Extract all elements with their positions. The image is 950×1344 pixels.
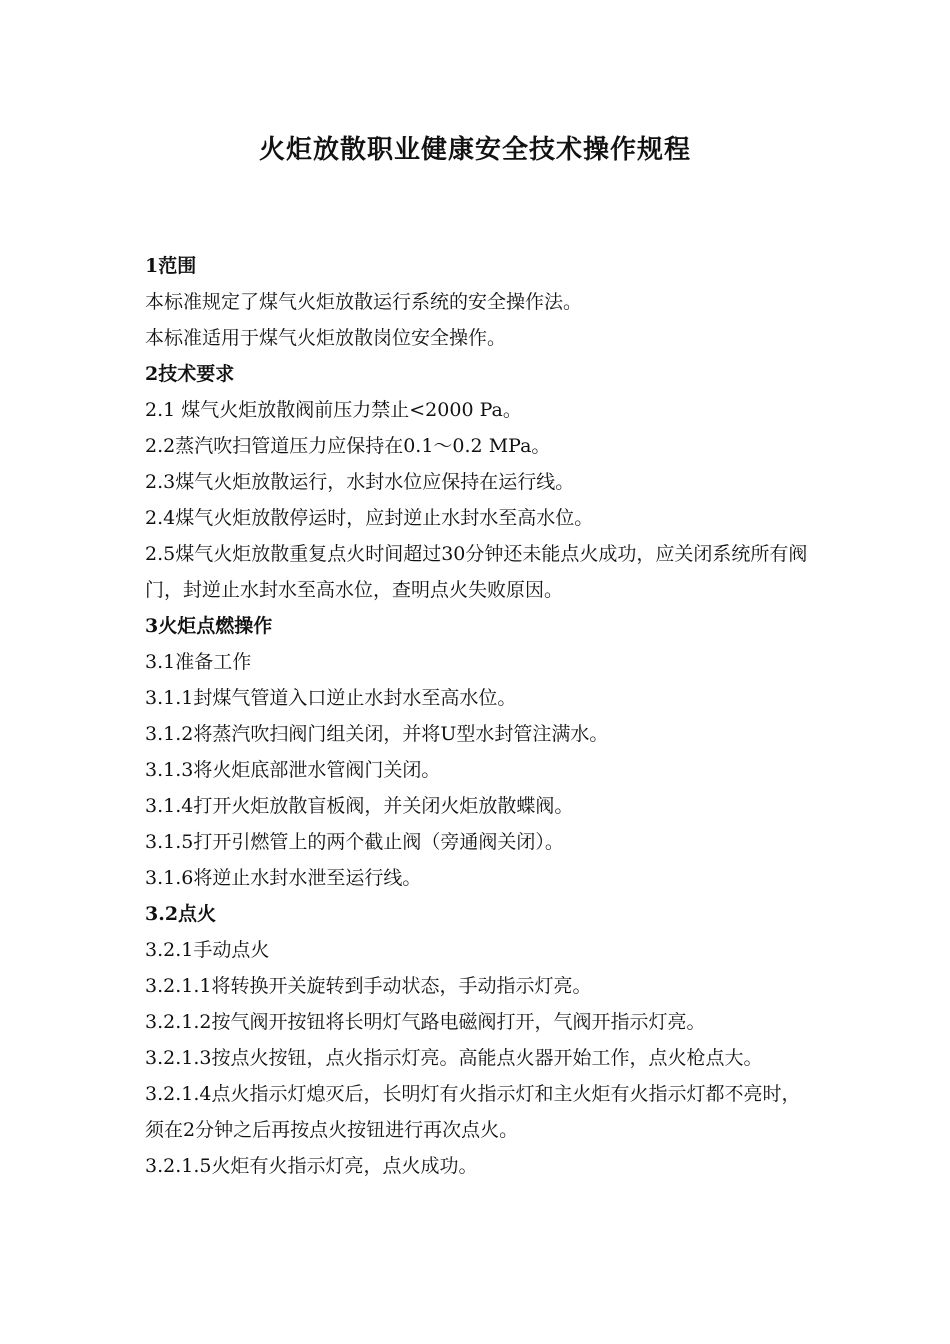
paragraph-line: 3.2.1.2按气阀开按钮将长明灯气路电磁阀打开，气阀开指示灯亮。 <box>145 1011 706 1033</box>
paragraph-line: 3.1.2将蒸汽吹扫阀门组关闭，并将U型水封管注满水。 <box>145 723 609 745</box>
paragraph-line: 2.4煤气火炬放散停运时，应封逆止水封水至高水位。 <box>145 507 594 529</box>
paragraph-line: 3.2.1.4点火指示灯熄灭后，长明灯有火指示灯和主火炬有火指示灯都不亮时，须在2分钟之后再按点火按钮进行再次点火。 <box>145 1083 801 1141</box>
paragraph-line: 3.2.1.5火炬有火指示灯亮，点火成功。 <box>145 1155 478 1177</box>
paragraph-line: 2.2蒸汽吹扫管道压力应保持在0.1～0.2 MPa。 <box>145 435 551 457</box>
paragraph-line: 3.2.1手动点火 <box>145 939 270 961</box>
paragraph-line: 3.2.1.3按点火按钮，点火指示灯亮。高能点火器开始工作，点火枪点大。 <box>145 1047 763 1069</box>
paragraph-line: 2.3煤气火炬放散运行，水封水位应保持在运行线。 <box>145 471 575 493</box>
section-heading: 3火炬点燃操作 <box>145 615 273 637</box>
paragraph-line: 3.2.1.1将转换开关旋转到手动状态，手动指示灯亮。 <box>145 975 592 997</box>
document-title: 火炬放散职业健康安全技术操作规程 <box>258 135 691 165</box>
document-body <box>145 248 810 1184</box>
paragraph-line: 3.1准备工作 <box>145 651 252 673</box>
paragraph-line: 3.1.1封煤气管道入口逆止水封水至高水位。 <box>145 687 517 709</box>
paragraph-line: 2.1 煤气火炬放散阀前压力禁止<2000 Pa。 <box>145 399 522 421</box>
section-heading: 1范围 <box>145 255 197 277</box>
paragraph-line: 3.1.4打开火炬放散盲板阀，并关闭火炬放散蝶阀。 <box>145 795 574 817</box>
section-heading: 3.2点火 <box>145 903 217 925</box>
section-heading: 2技术要求 <box>145 363 235 385</box>
paragraph-line: 本标准适用于煤气火炬放散岗位安全操作。 <box>145 327 507 349</box>
paragraph-line: 3.1.3将火炬底部泄水管阀门关闭。 <box>145 759 441 781</box>
paragraph-line: 2.5煤气火炬放散重复点火时间超过30分钟还未能点火成功，应关闭系统所有阀门，封逆止水封水至高水位，查明点火失败原因。 <box>145 543 808 601</box>
paragraph-line: 3.1.6将逆止水封水泄至运行线。 <box>145 867 422 889</box>
paragraph-line: 3.1.5打开引燃管上的两个截止阀（旁通阀关闭）。 <box>145 831 564 853</box>
paragraph-line: 本标准规定了煤气火炬放散运行系统的安全操作法。 <box>145 291 583 313</box>
